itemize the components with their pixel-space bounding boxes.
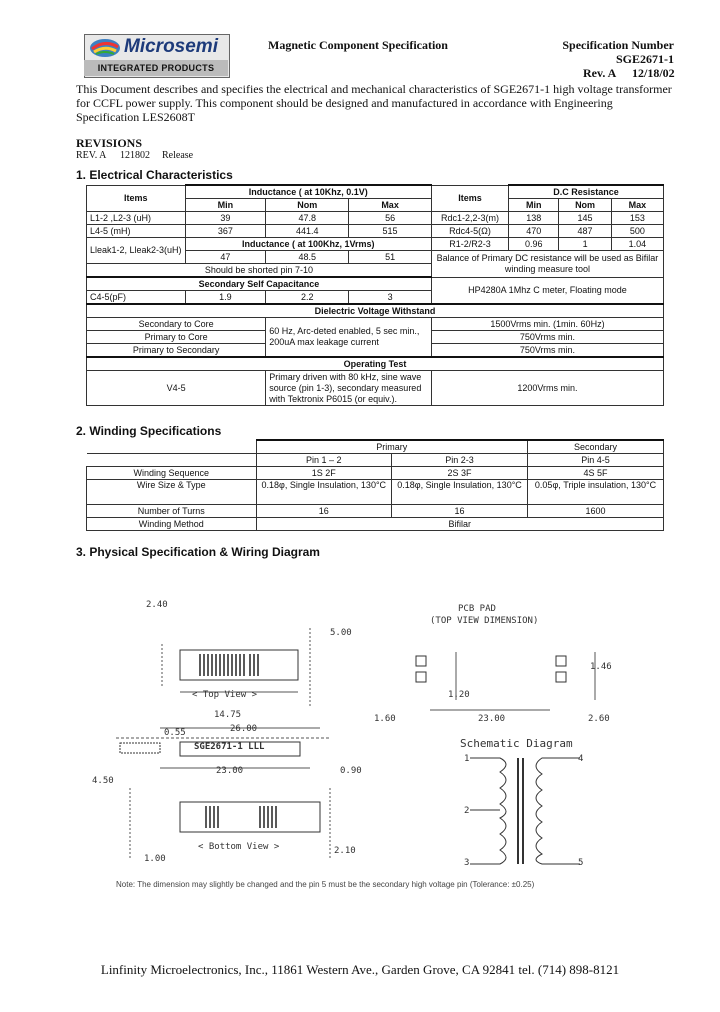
- table-row: [87, 467, 664, 480]
- dim-1-00: 1.00: [144, 854, 166, 864]
- op-item: V4-5: [87, 371, 266, 406]
- winding-pin-23: Pin 2-3: [392, 454, 528, 467]
- winding-corner: [87, 440, 257, 454]
- l12-max: 56: [349, 212, 432, 225]
- pcb-dim-5: 1.46: [590, 662, 612, 672]
- dim-0-90: 0.90: [340, 766, 362, 776]
- table-row: [87, 505, 664, 518]
- logo-subtitle: INTEGRATED PRODUCTS: [84, 60, 228, 76]
- winding-corner-2: [87, 454, 257, 467]
- table-row: [87, 212, 664, 225]
- cap-meter: HP4280A 1Mhz C meter, Floating mode: [431, 277, 663, 304]
- rdc45-item: Rdc4-5(Ω): [431, 225, 508, 238]
- table-row: [87, 518, 664, 531]
- nom-header: Nom: [266, 199, 349, 212]
- schematic-drawing: [460, 752, 600, 872]
- label-code: SGE2671-1 LLL: [194, 742, 265, 752]
- pcb-dim-3: 2.60: [588, 714, 610, 724]
- op-condition: Primary driven with 80 kHz, sine wave source (pin 1-3), secondary measured with Tektronix P6015 (or equiv.).: [266, 371, 432, 406]
- l45-min: 367: [185, 225, 266, 238]
- cap-min: 1.9: [185, 291, 266, 305]
- revisions-title: REVISIONS: [76, 136, 143, 150]
- winding-pin-12: Pin 1 – 2: [256, 454, 392, 467]
- di-value-pri-core: 750Vrms min.: [431, 331, 663, 344]
- wire-size-b: 0.18φ, Single Insulation, 130°C: [392, 480, 528, 505]
- method-label: Winding Method: [87, 518, 257, 531]
- pin-2-label: 2: [464, 806, 470, 816]
- turns-b: 16: [392, 505, 528, 518]
- pin-5-label: 5: [578, 858, 584, 868]
- revisions-note: Release: [162, 150, 194, 161]
- winding-table: [86, 439, 664, 531]
- wire-size-label: Wire Size & Type: [87, 480, 257, 505]
- section-winding-title: 2. Winding Specifications: [76, 424, 222, 438]
- op-test-title: Operating Test: [87, 357, 664, 371]
- cap-max: 3: [349, 291, 432, 305]
- min-header: Min: [185, 199, 266, 212]
- top-view-label: < Top View >: [192, 690, 258, 700]
- dim-2-10: 2.10: [334, 846, 356, 856]
- pcb-dim-4: 1.20: [448, 690, 470, 700]
- inductance-10k-header: Inductance ( at 10Khz, 0.1V): [185, 185, 431, 199]
- di-row-pri-core: Primary to Core: [87, 331, 266, 344]
- pcb-pad-title: PCB PAD: [458, 604, 496, 614]
- l45-nom: 441.4: [266, 225, 349, 238]
- wire-size-a: 0.18φ, Single Insulation, 130°C: [256, 480, 392, 505]
- pin-4-label: 4: [578, 754, 584, 764]
- table-row: [87, 318, 664, 331]
- dim-23: 23.00: [216, 766, 244, 776]
- leak-min: 47: [185, 251, 266, 264]
- turns-a: 16: [256, 505, 392, 518]
- logo-name: Microsemi: [124, 36, 218, 57]
- max-header: Max: [349, 199, 432, 212]
- rdc12-item: Rdc1-2,2-3(m): [431, 212, 508, 225]
- bottom-view-label: < Bottom View >: [198, 842, 280, 852]
- winding-seq-label: Winding Sequence: [87, 467, 257, 480]
- rdc45-max: 500: [611, 225, 663, 238]
- leak-item: Lleak1-2, Lleak2-3(uH): [87, 238, 186, 264]
- dim-4-50: 4.50: [92, 776, 114, 786]
- pin-1-label: 1: [464, 754, 470, 764]
- section-electrical-title: 1. Electrical Characteristics: [76, 168, 233, 182]
- rdc45-min: 470: [509, 225, 559, 238]
- table-row: [87, 371, 664, 406]
- revisions-date: 121802: [120, 150, 150, 161]
- pin-3-label: 3: [464, 858, 470, 868]
- dc-resistance-header: D.C Resistance: [509, 185, 664, 199]
- intro-paragraph: This Document describes and specifies the electrical and mechanical characteristics of SGE2671-1 high voltage transformer for CCFL power supply. This component should be designed and manufactured in accordance with Engineering Specification LES2608T: [76, 82, 672, 124]
- items-header: Items: [87, 185, 186, 212]
- dim-5-00: 5.00: [330, 628, 352, 638]
- dim-0-55: 0.55: [164, 728, 186, 738]
- schematic-title: Schematic Diagram: [460, 737, 573, 750]
- l12-min: 39: [185, 212, 266, 225]
- method-value: Bifilar: [256, 518, 663, 531]
- r-ratio-min: 0.96: [509, 238, 559, 251]
- table-row: [87, 238, 664, 251]
- r-ratio-item: R1-2/R2-3: [431, 238, 508, 251]
- pcb-dim-1: 1.60: [374, 714, 396, 724]
- short-note: Should be shorted pin 7-10: [87, 264, 432, 278]
- inductance-100k-header: Inductance ( at 100Khz, 1Vrms): [185, 238, 431, 251]
- dim-14-75: 14.75: [214, 710, 242, 720]
- l12-nom: 47.8: [266, 212, 349, 225]
- spec-number: SGE2671-1: [615, 52, 674, 66]
- wire-size-c: 0.05φ, Triple insulation, 130°C: [528, 480, 664, 505]
- turns-label: Number of Turns: [87, 505, 257, 518]
- rdc45-nom: 487: [559, 225, 611, 238]
- pcb-pad-drawing: [360, 640, 660, 720]
- table-row: [87, 277, 664, 291]
- spec-label: Specification Number: [562, 38, 674, 52]
- di-value-pri-sec: 750Vrms min.: [431, 344, 663, 358]
- di-row-sec-core: Secondary to Core: [87, 318, 266, 331]
- table-row: [87, 357, 664, 371]
- winding-secondary-header: Secondary: [528, 440, 664, 454]
- dc-items-header: Items: [431, 185, 508, 212]
- rdc12-nom: 145: [559, 212, 611, 225]
- rev-label: Rev. A: [583, 66, 617, 80]
- cap-item: C4-5(pF): [87, 291, 186, 305]
- electrical-table: [86, 184, 664, 406]
- table-row: [87, 304, 664, 318]
- footer-address: Linfinity Microelectronics, Inc., 11861 Western Ave., Garden Grove, CA 92841 tel. (714) 898-8121: [100, 962, 620, 977]
- dc-max-header: Max: [611, 199, 663, 212]
- di-condition: 60 Hz, Arc-deted enabled, 5 sec min., 200uA max leakage current: [266, 318, 432, 358]
- cap-nom: 2.2: [266, 291, 349, 305]
- winding-seq-c: 4S 5F: [528, 467, 664, 480]
- l12-item: L1-2 ,L2-3 (uH): [87, 212, 186, 225]
- section-physical-title: 3. Physical Specification & Wiring Diagram: [76, 545, 320, 559]
- r-ratio-nom: 1: [559, 238, 611, 251]
- rdc12-min: 138: [509, 212, 559, 225]
- op-value: 1200Vrms min.: [431, 371, 663, 406]
- balance-note: Balance of Primary DC resistance will be used as Bifilar winding measure tool: [431, 251, 663, 278]
- di-row-pri-sec: Primary to Secondary: [87, 344, 266, 358]
- leak-nom: 48.5: [266, 251, 349, 264]
- dc-min-header: Min: [509, 199, 559, 212]
- winding-seq-b: 2S 3F: [392, 467, 528, 480]
- dc-nom-header: Nom: [559, 199, 611, 212]
- winding-pin-45: Pin 4-5: [528, 454, 664, 467]
- table-row: [87, 225, 664, 238]
- l45-max: 515: [349, 225, 432, 238]
- winding-seq-a: 1S 2F: [256, 467, 392, 480]
- di-value-sec-core: 1500Vrms min. (1min. 60Hz): [431, 318, 663, 331]
- logo-mark-icon: [88, 37, 122, 59]
- sec-cap-title: Secondary Self Capacitance: [87, 277, 432, 291]
- dielectric-title: Dielectric Voltage Withstand: [87, 304, 664, 318]
- rdc12-max: 153: [611, 212, 663, 225]
- doc-title: Magnetic Component Specification: [268, 38, 448, 52]
- rev-date: 12/18/02: [632, 66, 675, 80]
- turns-c: 1600: [528, 505, 664, 518]
- leak-max: 51: [349, 251, 432, 264]
- dim-26: 26.00: [230, 724, 258, 734]
- drawing-note: Note: The dimension may slightly be changed and the pin 5 must be the secondary high voltage pin (Tolerance: ±0.25): [116, 880, 535, 889]
- winding-primary-header: Primary: [256, 440, 528, 454]
- pcb-pad-subtitle: (TOP VIEW DIMENSION): [430, 616, 539, 626]
- l45-item: L4-5 (mH): [87, 225, 186, 238]
- pcb-dim-2: 23.00: [478, 714, 506, 724]
- dim-2-40: 2.40: [146, 600, 168, 610]
- revisions-rev: REV. A: [76, 150, 107, 161]
- table-row: [87, 480, 664, 505]
- r-ratio-max: 1.04: [611, 238, 663, 251]
